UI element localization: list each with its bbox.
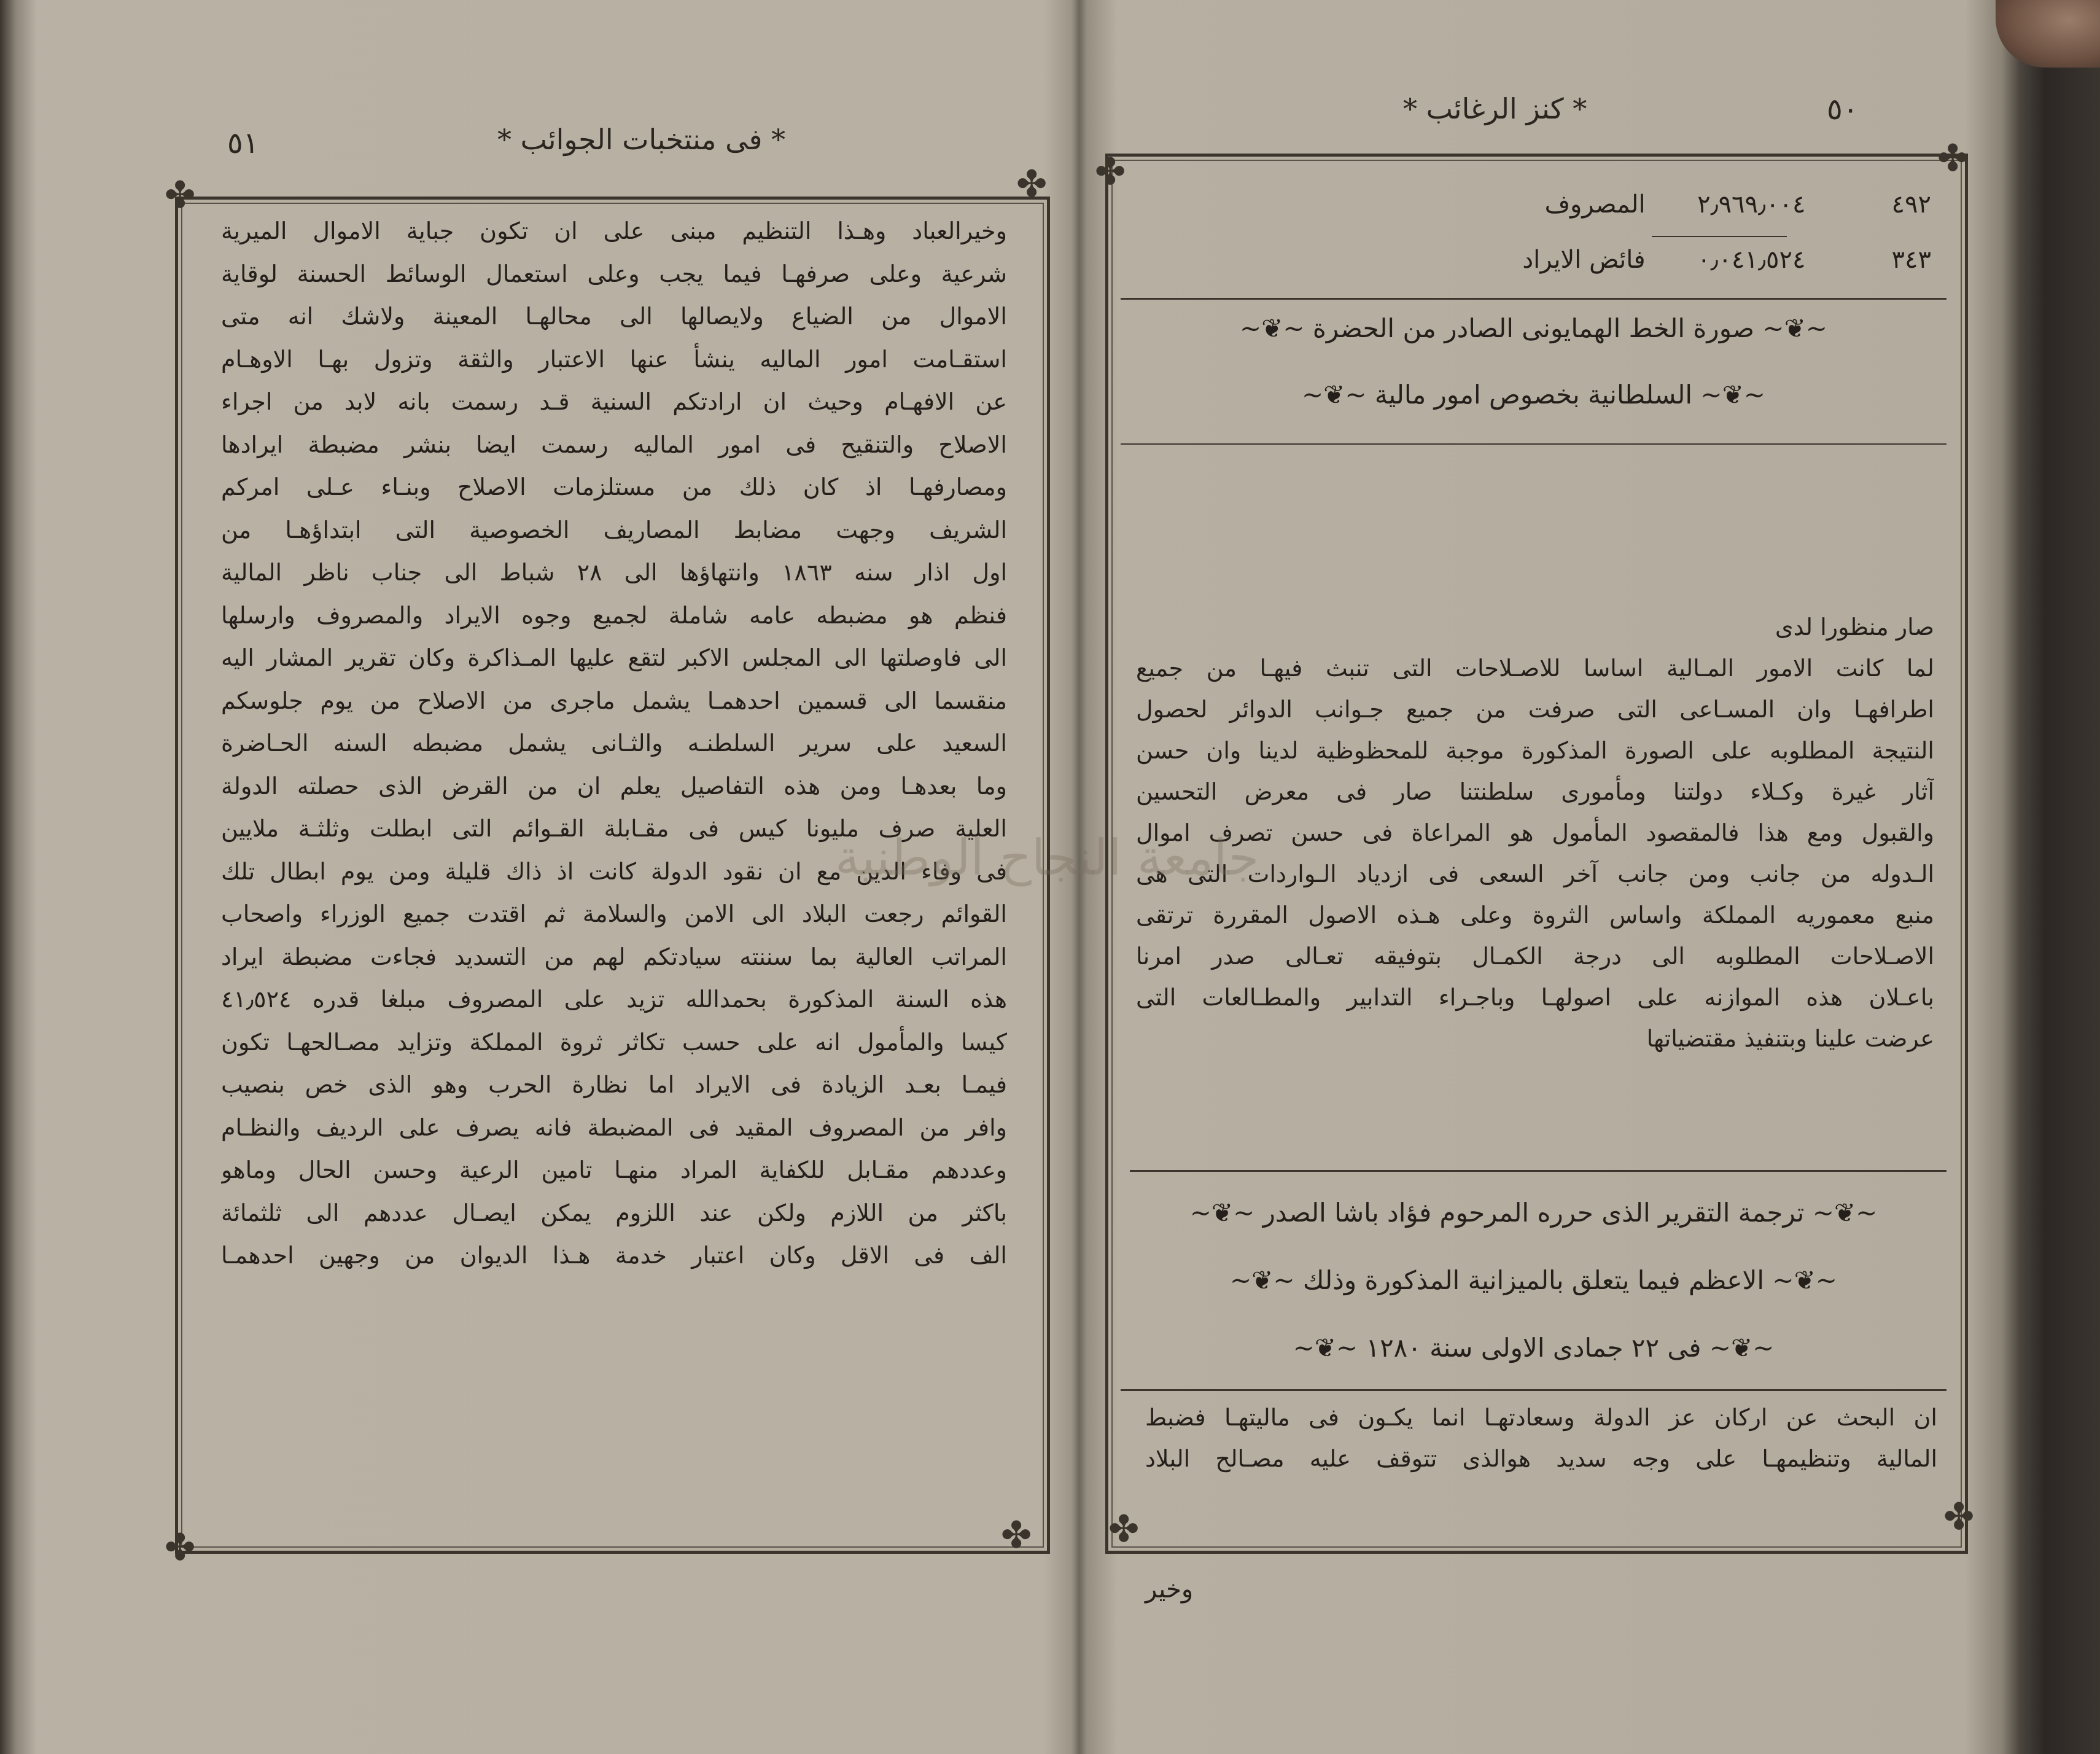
flourish-icon: ~❦~	[1293, 1333, 1366, 1363]
flourish-icon: ~❦~	[1754, 313, 1828, 343]
text-line: فيمـا بعـد الزيادة فى الايراد اما نظارة الحرب وهو الذى خص بنصيب	[221, 1071, 1007, 1098]
corner-ornament-icon: ✤	[165, 1526, 196, 1569]
report-title-line-2: ~❦~ الاعظم فيما يتعلق بالميزانية المذكورة وذلك ~❦~	[1229, 1265, 1837, 1295]
text-line: عرضت علينا وبتنفيذ مقتضياتها	[1646, 1025, 1934, 1052]
text-line: عن الافهـام وحيث ان ارادتكم السنية قـد رسمت بانه لابد من اجراء	[221, 388, 1007, 415]
flourish-icon: ~❦~	[1189, 1198, 1263, 1228]
text-line: القوائم رجعت البلاد الى الامن والسلامة ثم اقتدت جميع الوزراء واصحاب	[221, 900, 1007, 927]
catchword: وخير	[1145, 1575, 1194, 1604]
text-line: باكثر من اللازم ولكن عند اللزوم يمكن ايصـال عددهم الى ثلثمائة	[221, 1199, 1007, 1226]
budget-label: المصروف	[1544, 190, 1646, 219]
corner-ornament-icon: ✤	[1016, 163, 1048, 206]
text-line: باعـلان هذه الموازنه على اصولهـا وباجـراء التدابير والمطـالعات التى	[1136, 984, 1934, 1011]
text-line: كيسا والمأمول انه على حسب تكاثر ثروة المملكة وتزايد مصـالحهـا تكون	[221, 1028, 1007, 1056]
section-rule	[1121, 1389, 1946, 1391]
budget-amount: ٠٫٠٤١٫٥٢٤	[1697, 246, 1806, 274]
thumb-finger	[1996, 0, 2100, 68]
flourish-icon: ~❦~	[1229, 1265, 1303, 1295]
text-line: الاصلاح والتنقيح فى امور الماليه رسمت ايضا بنشر مضبطة ايرادها	[221, 431, 1007, 458]
text-line: النتيجة المطلوبه على الصورة المذكورة موجبة للمحظوظية لدينا وان حسن	[1136, 737, 1934, 764]
flourish-icon: ~❦~	[1701, 1333, 1775, 1363]
right-running-head: * كنز الرغائب *	[1403, 92, 1587, 125]
flourish-icon: ~❦~	[1764, 1265, 1837, 1295]
text-line: اطرافهـا وان المسـاعى التى صرفت من جميع جـوانب الدوائر لحصول	[1136, 696, 1934, 723]
text-line: الـدوله من جانب ومن جانب آخر السعى فى ازدياد الـواردات التى هى	[1136, 860, 1934, 887]
text-line: لما كانت الامور المـالية اساسا للاصـلاحات التى تنبث فيهـا من جميع	[1136, 655, 1934, 682]
flourish-icon: ~❦~	[1239, 313, 1313, 343]
flourish-icon: ~❦~	[1804, 1198, 1878, 1228]
text-line: صار منظورا لدى	[1775, 614, 1934, 641]
text-line: المراتب العالية بما سننته سيادتكم لهم من التسديد فجاءت مضبطة ايراد	[221, 943, 1007, 970]
text-line: الاموال من الضياع ولايصالها الى محالهـا المعينة ولاشك انه متى	[221, 303, 1007, 330]
left-page-number: ٥١	[227, 126, 259, 160]
budget-label: فائض الايراد	[1522, 246, 1646, 274]
decree-title-line-2: ~❦~ السلطانية بخصوص امور مالية ~❦~	[1301, 380, 1766, 410]
decree-title-line-1: ~❦~ صورة الخط الهمايونى الصادر من الحضرة ~❦~	[1239, 313, 1828, 343]
corner-ornament-icon: ✤	[1001, 1514, 1032, 1557]
text-line: ومصارفهـا اذ كان ذلك من مستلزمات الاصلاح وبنـاء عـلى امركم	[221, 474, 1007, 501]
budget-row-surplus	[1409, 246, 1931, 274]
left-running-head: * فى منتخبات الجوائب *	[497, 123, 786, 156]
flourish-icon: ~❦~	[1692, 380, 1766, 410]
budget-row-expenses	[1452, 190, 1931, 219]
text-line: وما بعدهـا ومن هذه التفاصيل يعلم ان من القرض الذى حصلته الدولة	[221, 772, 1007, 800]
text-line: اول اذار سنه ١٨٦٣ وانتهاؤها الى ٢٨ شباط الى جناب ناظر المالية	[221, 559, 1007, 586]
text-line: وخيرالعباد وهـذا التنظيم مبنى على ان تكون جباية الاموال الميرية	[221, 217, 1007, 244]
text-line: الشريف وجهت مضابط المصاريف الخصوصية التى ابتداؤهـا من	[221, 516, 1007, 544]
corner-ornament-icon: ✤	[1108, 1508, 1140, 1551]
text-line: فى وفاء الدين مع ان نقود الدولة كانت اذ ذاك قليلة ومن يوم ابطال تلك	[221, 857, 1007, 885]
text-line: الى فاوصلتها الى المجلس الاكبر لتقع عليها المـذاكرة وكان تقرير المشار اليه	[221, 644, 1007, 671]
left-body-text	[221, 210, 1007, 1277]
text-line: استقـامت امور الماليه ينشأ عنها الاعتبار والثقة وتزول بهـا الاوهـام	[221, 345, 1007, 373]
text-line: هذه السنة المذكورة بحمدالله تزيد على المصروف مبلغا قدره ٤١٫٥٢٤	[221, 986, 1007, 1013]
text-line: منبع معموريه المملكة واساس الثروة وعلى هـذه الاصول المقررة ترتقى	[1136, 902, 1934, 929]
text-line: الاصـلاحات المطلوبه الى درجة الكمـال بتوفيقه تعـالى صدر امرنا	[1136, 943, 1934, 970]
text-line: الف فى الاقل وكان اعتبار خدمة هـذا الديوان من وجهين احدهمـا	[221, 1242, 1007, 1269]
corner-ornament-icon: ✤	[1943, 1495, 1975, 1538]
text-line: وافر من المصروف المقيد فى المضبطة فانه يصرف على الرديف والنظـام	[221, 1113, 1007, 1141]
text-line: شرعية وعلى صرفهـا فيما يجب وعلى استعمال الوسائط الحسنة لوقاية	[221, 260, 1007, 287]
text-line: المالية وتنظيمهـا على وجه سديد هوالذى تتوقف عليه مصـالح البلاد	[1145, 1445, 1937, 1472]
text-line: ان البحث عن اركان عز الدولة وسعادتهـا انما يكـون فى ماليتهـا فضبط	[1145, 1404, 1937, 1431]
text-line: آثار غيرة وكـلاء دولتنا ومأمورى سلطنتنا صار فى معرض التحسين	[1136, 778, 1934, 805]
corner-ornament-icon: ✤	[1095, 150, 1126, 193]
flourish-icon: ~❦~	[1301, 380, 1375, 410]
text-line: منقسما الى قسمين احدهمـا يشمل ماجرى من الاصلاح من يوم جلوسكم	[221, 687, 1007, 714]
text-line: فنظم هو مضبطه عامه شاملة لجميع وجوه الايراد والمصروف وارسلها	[221, 601, 1007, 629]
text-line: السعيد على سرير السلطنـه والثـانى يشمل مضبطه السنه الحـاضرة	[221, 730, 1007, 757]
report-title-line-3: ~❦~ فى ٢٢ جمادى الاولى سنة ١٢٨٠ ~❦~	[1293, 1333, 1775, 1363]
right-page-number: ٥٠	[1827, 92, 1859, 127]
text-line: والقبول ومع هذا فالمقصود المأمول هو المراعاة فى حسن تصرف اموال	[1136, 819, 1934, 846]
report-title-line-1: ~❦~ ترجمة التقرير الذى حرره المرحوم فؤاد باشا الصدر ~❦~	[1189, 1198, 1878, 1228]
budget-amount: ٢٫٩٦٩٫٠٠٤	[1697, 190, 1806, 219]
text-line: العلية صرف مليونا كيس فى مقـابلة القـوائم التى ابطلت وثلثـة ملايين	[221, 815, 1007, 842]
library-watermark: جامعة النجاح الوطنية	[835, 829, 1259, 886]
corner-ornament-icon: ✤	[1937, 137, 1969, 180]
budget-number: ٤٩٢	[1891, 190, 1931, 219]
section-rule	[1121, 443, 1946, 445]
text-line: وعددهم مقـابل للكفاية المراد منهـا تامين الرعية وحسن الحال وماهو	[221, 1156, 1007, 1183]
budget-rule	[1652, 236, 1787, 237]
corner-ornament-icon: ✤	[165, 174, 196, 217]
section-rule	[1121, 298, 1946, 300]
report-text	[1145, 1397, 1937, 1479]
budget-number: ٣٤٣	[1891, 246, 1931, 274]
section-rule	[1130, 1170, 1946, 1172]
